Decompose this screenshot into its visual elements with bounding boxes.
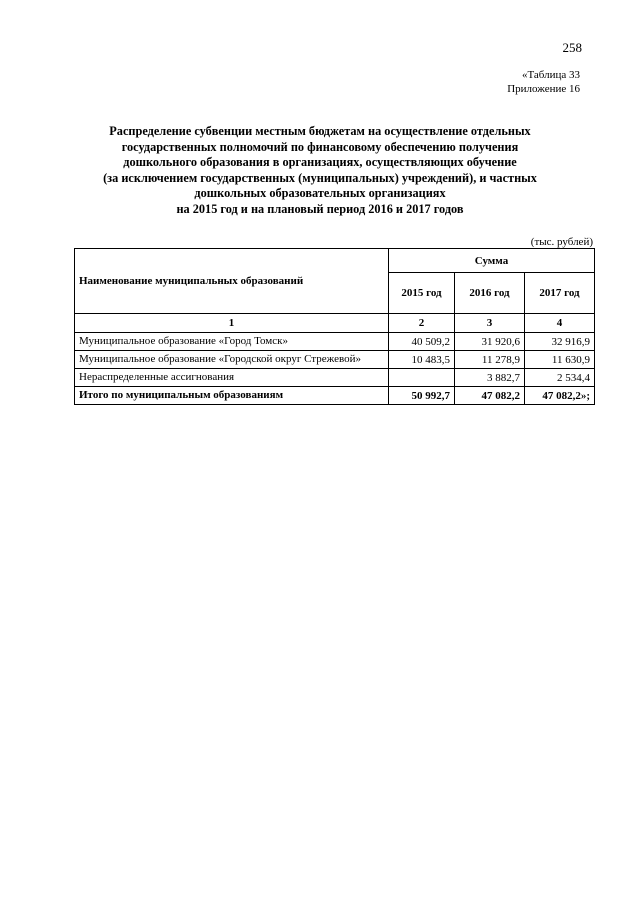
- page-number: 258: [562, 40, 582, 55]
- header-sum: Сумма: [389, 249, 595, 273]
- row-name: Нераспределенные ассигнования: [75, 369, 389, 387]
- subvention-table: [74, 248, 595, 405]
- title-line: дошкольных образовательных организациях: [194, 186, 446, 200]
- table-row: [75, 351, 595, 369]
- row-value-2016: 3 882,7: [455, 369, 525, 387]
- title-line: государственных полномочий по финансовому обеспечению получения: [121, 139, 519, 154]
- row-value-2016: 31 920,6: [455, 333, 525, 351]
- total-name: Итого по муниципальным образованиям: [75, 387, 389, 405]
- row-value-2017: 11 630,9: [525, 351, 595, 369]
- total-value-2017: 47 082,2»;: [525, 387, 595, 405]
- table-reference: [507, 68, 580, 96]
- header-name: Наименование муниципальных образований: [75, 249, 389, 314]
- table-header-row: [75, 249, 595, 273]
- row-value-2015: [389, 369, 455, 387]
- title-line: Распределение субвенции местным бюджетам на осуществление отдельных: [109, 124, 531, 138]
- header-year-2016: 2016 год: [455, 273, 525, 314]
- header-year-2015: 2015 год: [389, 273, 455, 314]
- table-row: [75, 369, 595, 387]
- table-ref-line2: Приложение 16: [507, 83, 580, 95]
- units-label: (тыс. рублей): [530, 236, 593, 248]
- column-number: 3: [455, 314, 525, 333]
- row-name: Муниципальное образование «Город Томск»: [75, 333, 389, 351]
- table-ref-line1: «Таблица 33: [521, 69, 580, 81]
- document-title: [60, 124, 580, 217]
- title-line: дошкольного образования в организациях, осуществляющих обучение: [123, 155, 517, 169]
- column-number: 1: [75, 314, 389, 333]
- column-number: 4: [525, 314, 595, 333]
- row-value-2015: 10 483,5: [389, 351, 455, 369]
- total-value-2015: 50 992,7: [389, 387, 455, 405]
- total-value-2016: 47 082,2: [455, 387, 525, 405]
- row-name: Муниципальное образование «Городской округ Стрежевой»: [75, 351, 389, 369]
- title-line: (за исключением государственных (муниципальных) учреждений), и частных: [103, 170, 537, 185]
- row-value-2015: 40 509,2: [389, 333, 455, 351]
- row-value-2016: 11 278,9: [455, 351, 525, 369]
- column-number: 2: [389, 314, 455, 333]
- table-total-row: [75, 387, 595, 405]
- row-value-2017: 32 916,9: [525, 333, 595, 351]
- title-line: на 2015 год и на плановый период 2016 и 2017 годов: [176, 201, 464, 216]
- row-value-2017: 2 534,4: [525, 369, 595, 387]
- table-row: [75, 333, 595, 351]
- header-year-2017: 2017 год: [525, 273, 595, 314]
- column-number-row: [75, 314, 595, 333]
